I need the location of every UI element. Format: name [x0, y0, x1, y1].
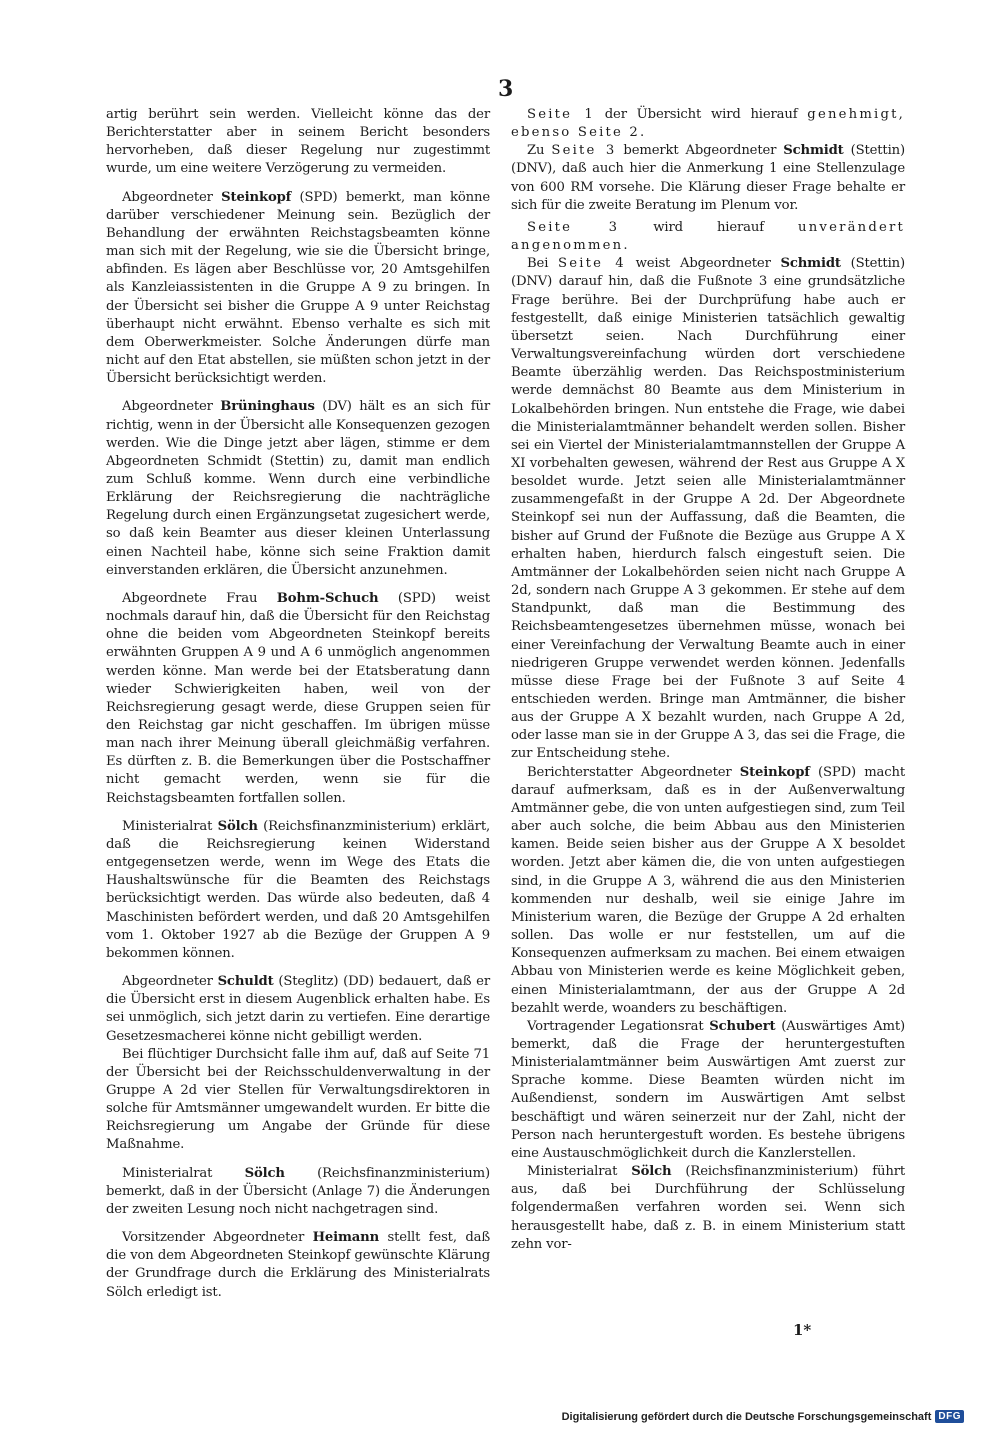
paragraph: Ministerialrat Sölch (Reichsfinanzministerium) erklärt, daß die Reichsregierung keinen Widerstand entgegensetzen werde, wenn im Wege des Etats die Haushaltswünsche für die Beamten des Reichstags berücksichtigt werden. Das würde also bedeuten, daß 4 Maschinisten befördert werden, und daß 20 Amtsgehilfen vom 1. Oktober 1927 ab die Bezüge der Gruppen A 9 bekommen können. [106, 818, 491, 961]
paragraph: Abgeordneter Schuldt (Steglitz) (DD) bedauert, daß er die Übersicht erst in diesem Augenblick erhalten habe. Es sei unmöglich, sich jetzt darin zu vertiefen. Eine derartige Gesetzesmacherei könne nicht gebilligt werden. [106, 974, 490, 1044]
speaker-name: Sölch [631, 1164, 672, 1180]
paragraph: Vortragender Legationsrat Schubert (Auswärtiges Amt) bemerkt, daß die Frage der heruntergestuften Ministerialamtmänner beim Auswärtigen Amt zuerst zur Sprache komme. Diese Beamten würden nicht im Außendienst, sondern im Auswärtigen Amt selbst beschäftigt und wären seinerzeit nur der Zahl, nicht der Person nach heruntergestuft worden. Es bestehe übrigens eine Austauschmöglichkeit durch die Kanzlerstellen. [511, 1018, 905, 1161]
speaker-name: Steinkopf [739, 764, 810, 780]
page-number: 3 [498, 76, 514, 102]
left-column [106, 106, 490, 1302]
paragraph: Abgeordneter Steinkopf (SPD) bemerkt, man könne darüber verschiedener Meinung sein. Bezüglich der Behandlung der erwähnten Reichstagsbeamten könne man sich mit der Regelung, wie sie die Übersicht bringe, abfinden. Es lägen aber Beschlüsse vor, 20 Amtsgehilfen als Kanzleiassistenten in die Gruppe A 9 zu bringen. In der Übersicht sei bisher die Gruppe A 9 unter Reichstag überhaupt nicht erwähnt. Ebenso verhalte es sich mit dem Oberwerkmeister. Solche Änderungen dürfe man nicht auf den Etat abstellen, sie müßten schon jetzt in der Übersicht berücksichtigt werden. [106, 189, 490, 387]
footer-text: Digitalisierung gefördert durch die Deutsche Forschungsgemeinschaft [561, 1410, 932, 1423]
speaker-name: Schmidt [783, 143, 844, 159]
paragraph: Bei Seite 4 weist Abgeordneter Schmidt (Stettin) (DNV) darauf hin, daß die Fußnote 3 eine grundsätzliche Frage berühre. Bei der Durchprüfung habe auch er festgestellt, daß einige Ministerien tatsächlich gewaltig übersetzt seien. Nach Durchführung einer Verwaltungsvereinfachung würden dort verschiedene Beamte überzählig werden. Das Reichspostministerium werde demnächst 80 Beamte aus dem Ministerium in Lokalbehörden bringen. Nun entstehe die Frage, wie dabei die Ministerialamtmänner behandelt werden sollen. Bisher sei ein Viertel der Ministerialamtmannstellen der Gruppe A XI vorbehalten gewesen, während der Rest aus Gruppe A X besoldet wurde. Jetzt seien alle Ministerialamtmänner zusammengefaßt in der Gruppe A 2d. Der Abgeordnete Steinkopf sei nun der Auffassung, daß die Beamten, die bisher auf Grund der Fußnote die Bezüge aus Gruppe A X erhalten haben, hierdurch falsch eingestuft seien. Die Amtmänner der Lokalbehörden seien nicht nach Gruppe A 2d, sondern nach Gruppe A 3 gekommen. Er stehe auf dem Standpunkt, daß man die Bestimmung des Reichsbeamtengesetzes übernehmen müsse, wonach bei einer Vereinfachung der Verwaltung Beamte auch in einer niedrigeren Gruppe verwendet werden können. Jedenfalls müsse diese Frage bei der Fußnote 3 auf Seite 4 entschieden werden. Bringe man Amtmänner, die bisher aus der Gruppe A X bezahlt wurden, nach Gruppe A 2d, oder lasse man sie in der Gruppe A 3, das sei die Frage, die zur Entscheidung stehe. [511, 256, 905, 762]
speaker-name: Sölch [217, 818, 258, 834]
speaker-name: Bohm-Schuch [276, 590, 379, 606]
paragraph: Seite 3 wird hierauf unverändert angenommen. [511, 219, 905, 254]
signature-mark: 1* [793, 1321, 812, 1339]
right-column [511, 106, 905, 1254]
footer [562, 1410, 964, 1423]
paragraph: Berichterstatter Abgeordneter Steinkopf (SPD) macht darauf aufmerksam, daß es in der Außenverwaltung Amtmänner gebe, die von unten aufgestiegen sind, zum Teil aber auch solche, die beim Abbau aus den Ministerien kamen. Beide seien bisher aus der Gruppe A X besoldet worden. Jetzt aber kämen die, die von unten aufgestiegen sind, in die Gruppe A 3, während die aus den Ministerien kommenden nur deshalb, weil sie einige Jahre im Ministerium waren, die Bezüge der Gruppe A 2d erhalten sollen. Das wolle er nur feststellen, um auf die Konsequenzen aufmerksam zu machen. Bei einem etwaigen Abbau von Ministerien werde es keine Möglichkeit geben, einen Ministerialamtmann, der aus der Gruppe A 2d bezahlt werde, woanders zu beschäftigen. [511, 764, 905, 1016]
speaker-name: Sölch [244, 1165, 285, 1181]
paragraph: Bei flüchtiger Durchsicht falle ihm auf, daß auf Seite 71 der Übersicht bei der Reichsschuldenverwaltung in der Gruppe A 2d vier Stellen für Verwaltungsdirektoren in solche für Amtsmänner umgewandelt wurden. Er bitte die Reichsregierung um Angabe der Gründe für diese Maßnahme. [106, 1046, 490, 1153]
speaker-name: Schuldt [217, 974, 274, 990]
paragraph: Vorsitzender Abgeordneter Heimann stellt fest, daß die von dem Abgeordneten Steinkopf gewünschte Klärung der Grundfrage durch die Erklärung des Ministerialrats Sölch erledigt ist. [106, 1230, 490, 1300]
speaker-name: Heimann [312, 1230, 380, 1246]
paragraph: Seite 1 der Übersicht wird hierauf genehmigt, ebenso Seite 2. [511, 107, 905, 141]
speaker-name: Schmidt [780, 256, 841, 272]
speaker-name: Schubert [709, 1018, 776, 1034]
paragraph: Ministerialrat Sölch (Reichsfinanzministerium) führt aus, daß bei Durchführung der Schlüsselung folgendermaßen verfahren worden sei. Wenn sich herausgestellt habe, daß z. B. in einem Ministerium statt zehn vor- [511, 1164, 905, 1252]
speaker-name: Steinkopf [221, 189, 292, 205]
dfg-logo-icon: DFG [935, 1410, 964, 1423]
paragraph: Zu Seite 3 bemerkt Abgeordneter Schmidt (Stettin) (DNV), daß auch hier die Anmerkung 1 eine Stellenzulage von 600 RM vorsehe. Die Klärung dieser Frage behalte er sich für die zweite Beratung im Plenum vor. [511, 143, 905, 213]
paragraph: Abgeordneter Brüninghaus (DV) hält es an sich für richtig, wenn in der Übersicht alle Konsequenzen gezogen werden. Wie die Dinge jetzt aber lägen, stimme er dem Abgeordneten Schmidt (Stettin) zu, damit man endlich zum Schluß komme. Wenn durch eine verbindliche Erklärung der Reichsregierung die nachträgliche Regelung durch einen Ergänzungsetat zugesichert werde, so daß kein Beamter aus dieser kleinen Unterlassung einen Nachteil habe, könne sich seine Fraktion damit einverstanden erklären, die Übersicht anzunehmen. [106, 399, 490, 578]
paragraph: Ministerialrat Sölch (Reichsfinanzministerium) bemerkt, daß in der Übersicht (Anlage 7) die Änderungen der zweiten Lesung noch nicht nachgetragen sind. [106, 1165, 491, 1217]
paragraph: artig berührt sein werden. Vielleicht könne das der Berichterstatter aber in seinem Bericht besonders hervorheben, daß dieser Regelung nur zugestimmt wurde, um eine weitere Verzögerung zu vermeiden. [106, 107, 490, 177]
paragraph: Abgeordnete Frau Bohm-Schuch (SPD) weist nochmals darauf hin, daß die Übersicht für den Reichstag ohne die beiden vom Abgeordneten Steinkopf bereits erwähnten Gruppen A 9 und A 6 unmöglich angenommen werden könne. Man werde bei der Etatsberatung dann wieder Schwierigkeiten haben, weil von der Reichsregierung gesagt werde, diese Gruppen seien für den Reichstag gar nicht geschaffen. Im übrigen müsse man nach ihrer Meinung überall gleichmäßig verfahren. Es dürften z. B. die Bemerkungen über die Postschaffner nicht gemacht werden, wenn sie für die Reichstagsbeamten fortfallen sollen. [106, 590, 490, 806]
speaker-name: Brüninghaus [220, 399, 315, 415]
